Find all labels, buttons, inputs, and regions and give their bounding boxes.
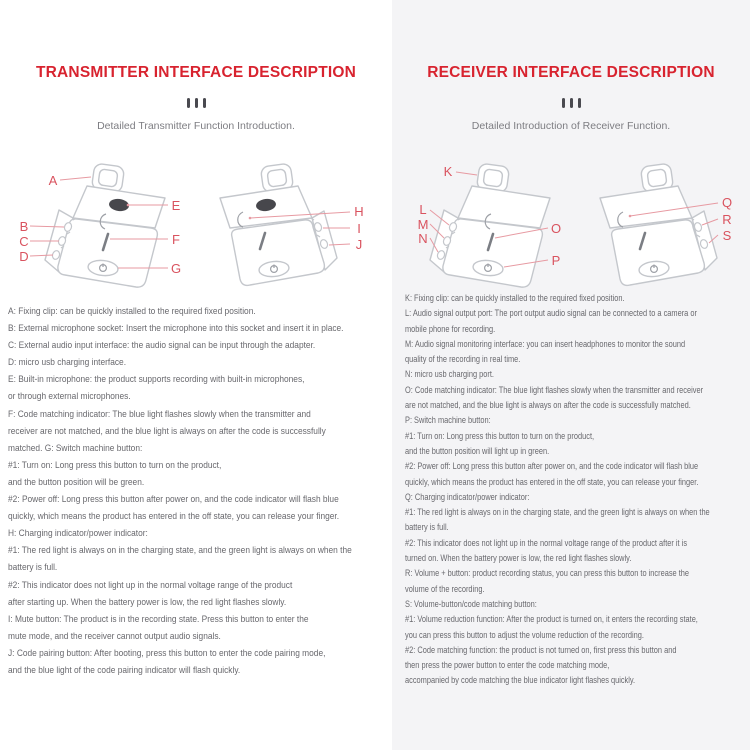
- callout-letter: O: [550, 221, 562, 236]
- callout-letter: L: [419, 202, 427, 217]
- description-line: #1: Turn on: Long press this button to turn on the product,: [8, 459, 222, 471]
- receiver-subtitle: Detailed Introduction of Receiver Function.: [471, 120, 671, 132]
- callout-letter: S: [722, 228, 732, 243]
- callout-letter: G: [170, 261, 182, 276]
- description-line: and the button position will light up in green.: [405, 445, 550, 457]
- receiver-title: RECEIVER INTERFACE DESCRIPTION: [427, 64, 715, 81]
- callout-letter: I: [357, 221, 361, 236]
- description-line: F: Code matching indicator: The blue light flashes slowly when the transmitter and: [8, 408, 311, 420]
- description-line: B: External microphone socket: Insert the microphone into this socket and insert it in place.: [8, 323, 344, 335]
- description-line: E: Built-in microphone: the product supports recording with built-in microphones,: [8, 374, 305, 386]
- receiver-diagram-left-view: [400, 148, 580, 303]
- description-line: D: micro usb charging interface.: [8, 357, 127, 369]
- description-line: turned on. When the battery power is low, the red light flashes slowly.: [405, 553, 632, 565]
- description-line: I: Mute button: The product is in the recording state. Press this button to enter the: [8, 613, 309, 625]
- callout-letter: H: [354, 204, 364, 219]
- description-line: receiver are not matched, and the blue light is always on after the code is successfully: [8, 425, 326, 437]
- description-line: N: micro usb charging port.: [405, 369, 494, 381]
- description-line: K: Fixing clip: can be quickly installed to the required fixed position.: [405, 293, 625, 304]
- description-line: matched. G: Switch machine button:: [8, 442, 143, 454]
- receiver-description: [405, 291, 750, 689]
- description-line: quality of the recording in real time.: [405, 354, 521, 366]
- description-line: L: Audio signal output port: The port output audio signal can be connected to a camera or: [405, 308, 697, 320]
- callout-letter: P: [551, 253, 561, 268]
- description-line: and the blue light of the code pairing indicator will flash quickly.: [8, 664, 241, 676]
- description-line: quickly, which means the product has entered in the off state, you can release your finger.: [405, 476, 699, 488]
- description-line: #2: This indicator does not light up in the normal voltage range of the product: [8, 579, 293, 591]
- callout-letter: Q: [721, 195, 733, 210]
- description-line: or through external microphones.: [8, 391, 131, 403]
- description-line: #2: Code matching function: the product is not turned on, first press this button and: [405, 644, 677, 656]
- transmitter-subtitle: Detailed Transmitter Function Introduction.: [97, 120, 295, 132]
- description-line: you can press this button to adjust the volume reduction of the recording.: [405, 629, 644, 641]
- description-line: battery is full.: [405, 522, 449, 534]
- description-line: J: Code pairing button: After booting, press this button to enter the code pairing mode,: [8, 647, 326, 659]
- description-line: mute mode, and the receiver cannot output audio signals.: [8, 630, 221, 642]
- description-line: C: External audio input interface: the audio signal can be input through the adapter.: [8, 340, 316, 352]
- transmitter-diagram-left-view: [15, 148, 190, 303]
- callout-letter: B: [19, 219, 29, 234]
- transmitter-description: [8, 303, 392, 679]
- transmitter-title: TRANSMITTER INTERFACE DESCRIPTION: [35, 64, 357, 81]
- description-line: M: Audio signal monitoring interface: you can insert headphones to monitor the sound: [405, 338, 686, 350]
- description-line: A: Fixing clip: can be quickly installed to the required fixed position.: [8, 306, 256, 317]
- callout-letter: F: [172, 232, 180, 247]
- description-line: battery is full.: [8, 562, 58, 574]
- description-line: #1: The red light is always on in the charging state, and the green light is always on when the: [405, 507, 710, 519]
- callout-letter: K: [443, 164, 453, 179]
- description-line: #2: Power off: Long press this button after power on, and the code indicator will flash blue: [405, 461, 699, 473]
- description-line: R: Volume + button: product recording status, you can press this button to increase the: [405, 568, 690, 580]
- receiver-diagram-right-view: [570, 148, 745, 303]
- description-line: #2: Power off: Long press this button after power on, and the code indicator will flash blue: [8, 494, 339, 506]
- receiver-panel: [392, 0, 750, 750]
- description-line: mobile phone for recording.: [405, 323, 496, 335]
- description-line: O: Code matching indicator: The blue light flashes slowly when the transmitter and receiver: [405, 384, 704, 396]
- transmitter-diagram-right-view: [190, 148, 370, 303]
- description-line: #1: Turn on: Long press this button to turn on the product,: [405, 430, 595, 442]
- divider-bars: [0, 98, 392, 108]
- description-line: are not matched, and the blue light is always on after the code is successfully matched.: [405, 400, 691, 412]
- description-line: #2: This indicator does not light up in the normal voltage range of the product after it is: [405, 537, 688, 549]
- callout-letter: C: [19, 234, 29, 249]
- callout-letter: R: [722, 212, 732, 227]
- description-line: volume of the recording.: [405, 583, 485, 595]
- callout-letter: N: [418, 231, 428, 246]
- callout-letter: D: [19, 249, 29, 264]
- description-line: then press the power button to enter the code matching mode,: [405, 660, 610, 672]
- description-line: H: Charging indicator/power indicator:: [8, 528, 148, 540]
- description-line: quickly, which means the product has entered in the off state, you can release your finger.: [8, 511, 340, 523]
- description-line: S: Volume-button/code matching button:: [405, 598, 537, 610]
- callout-letter: M: [417, 217, 429, 232]
- divider-bars: [392, 98, 750, 108]
- callout-letter: E: [171, 198, 181, 213]
- description-line: accompanied by code matching the blue indicator light flashes quickly.: [405, 675, 636, 687]
- description-line: #1: Volume reduction function: After the product is turned on, it enters the recording state,: [405, 614, 698, 626]
- description-line: and the button position will be green.: [8, 476, 145, 488]
- description-line: #1: The red light is always on in the charging state, and the green light is always on when the: [8, 545, 352, 557]
- callout-letter: A: [48, 173, 58, 188]
- description-line: after starting up. When the battery power is low, the red light flashes slowly.: [8, 596, 287, 608]
- description-line: P: Switch machine button:: [405, 415, 491, 427]
- description-line: Q: Charging indicator/power indicator:: [405, 491, 530, 503]
- callout-letter: J: [355, 237, 363, 252]
